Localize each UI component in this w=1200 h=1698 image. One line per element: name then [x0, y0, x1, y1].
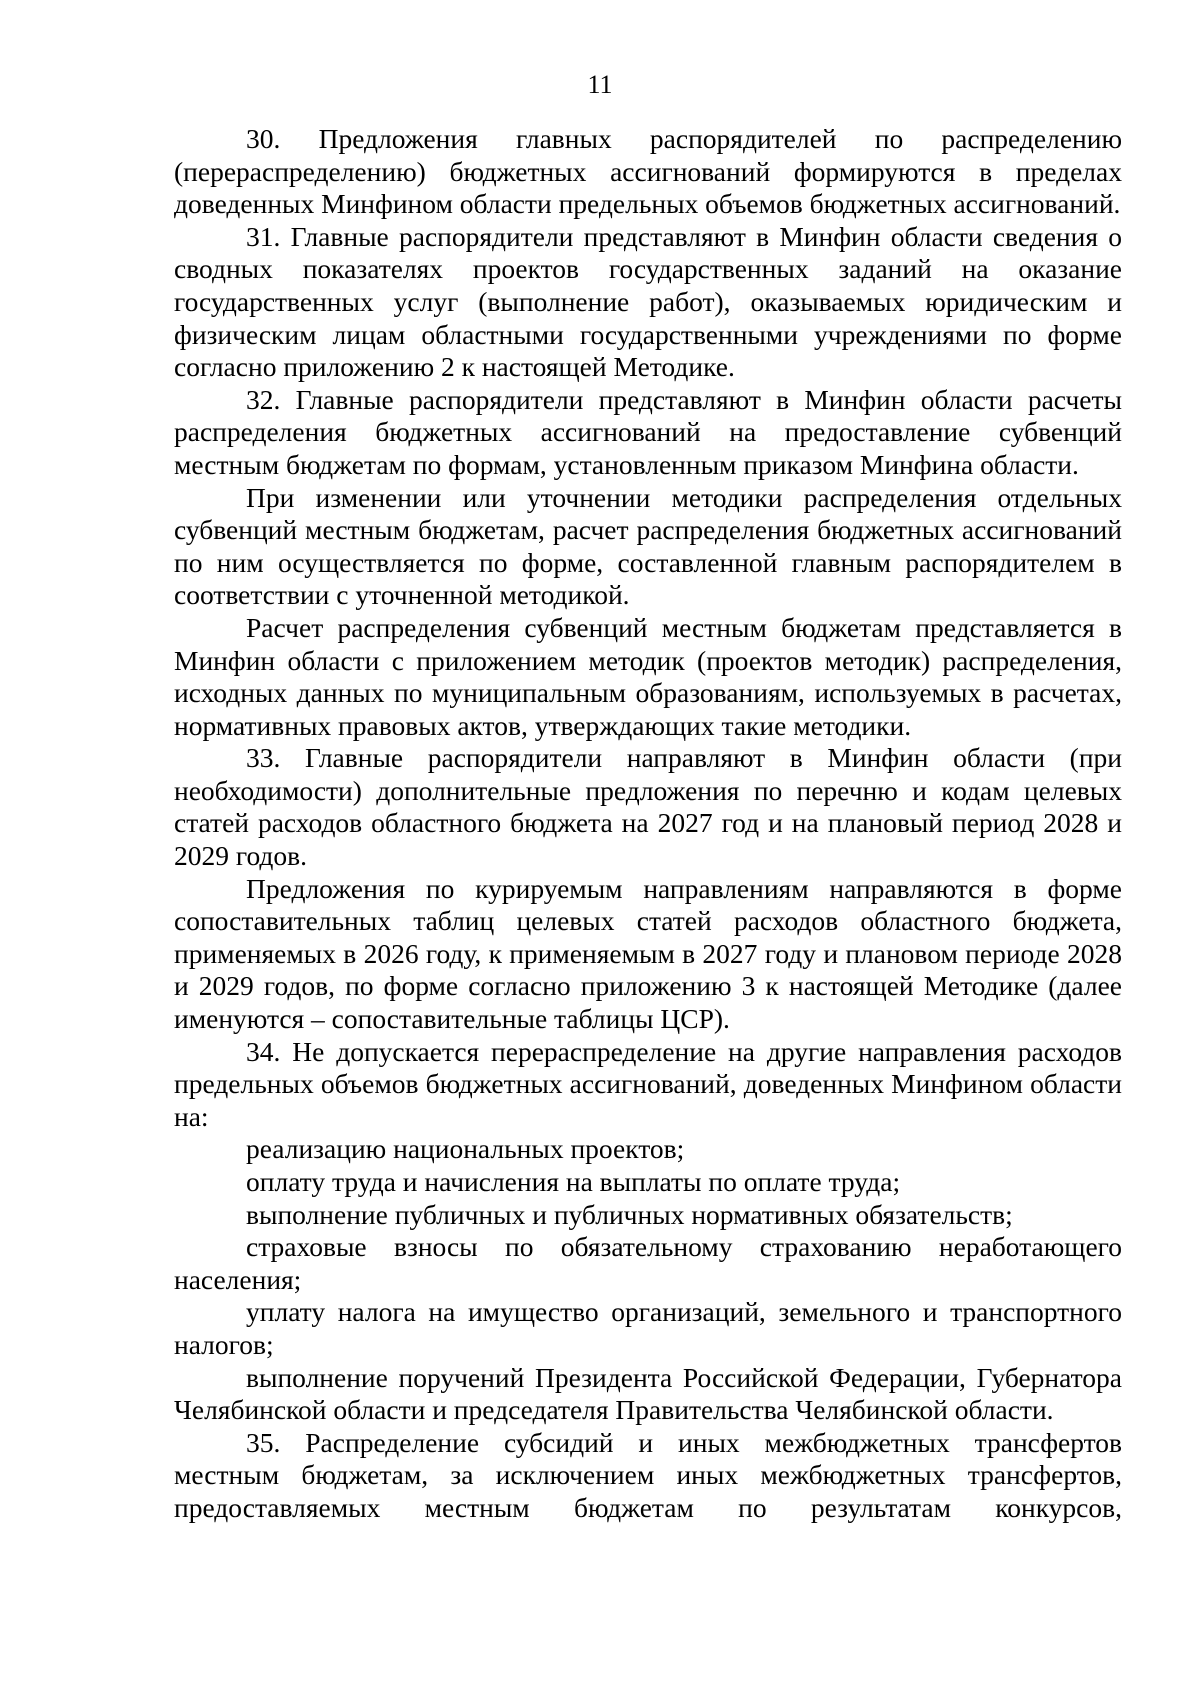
- page-number: 11: [587, 70, 613, 99]
- list-item-property-tax: уплату налога на имущество организаций, земельного и транспортного налогов;: [174, 1296, 1122, 1360]
- list-item-president-orders: выполнение поручений Президента Российской Федерации, Губернатора Челябинской области и председателя Правительства Челябинской области.: [174, 1361, 1122, 1426]
- list-item-labor-pay: оплату труда и начисления на выплаты по оплате труда;: [246, 1166, 901, 1197]
- list-item-public-obligations: выполнение публичных и публичных нормативных обязательств;: [246, 1198, 1013, 1230]
- document-body: [174, 123, 1122, 1525]
- paragraph-34: 34. Не допускается перераспределение на другие направления расходов предельных объемов бюджетных ассигнований, доведенных Минфином области на:: [174, 1035, 1122, 1132]
- list-item-national-projects: реализацию национальных проектов;: [246, 1133, 685, 1165]
- paragraph-30: 30. Предложения главных распорядителей по распределению (перераспределению) бюджетных ассигнований формируются в пределах доведенных Минфином области предельных объемов бюджетных ассигнований.: [174, 123, 1122, 220]
- paragraph-32: 32. Главные распорядители представляют в Минфин области расчеты распределения бюджетных ассигнований на предоставление субвенций местным бюджетам по формам, установленным приказом Минфина области.: [174, 383, 1122, 480]
- paragraph-33: 33. Главные распорядители направляют в Минфин области (при необходимости) дополнительные предложения по перечню и кодам целевых статей расходов областного бюджета на 2027 год и на плановый период 2028 и 2029 годов.: [174, 742, 1122, 872]
- paragraph-33-proposals: Предложения по курируемым направлениям направляются в форме сопоставительных таблиц целевых статей расходов областного бюджета, применяемых в 2026 году, к применяемым в 2027 году и плановом периоде 2028 и 2029 годов, по форме согласно приложению 3 к настоящей Методике (далее именуются – сопоставительные таблицы ЦСР).: [174, 872, 1122, 1035]
- paragraph-31: 31. Главные распорядители представляют в Минфин области сведения о сводных показателях проектов государственных заданий на оказание государственных услуг (выполнение работ), оказываемых юридическим и физическим лицам областными государственными учреждениями по форме согласно приложению 2 к настоящей Методике.: [174, 220, 1122, 383]
- paragraph-32-calculation: Расчет распределения субвенций местным бюджетам представляется в Минфин области с приложением методик (проектов методик) распределения, исходных данных по муниципальным образованиям, используемых в расчетах, нормативных правовых актов, утверждающих такие методики.: [174, 611, 1122, 741]
- paragraph-32-changes: При изменении или уточнении методики распределения отдельных субвенций местным бюджетам, расчет распределения бюджетных ассигнований по ним осуществляется по форме, составленной главным распорядителем в соответствии с уточненной методикой.: [174, 481, 1122, 611]
- list-item-insurance-contributions: страховые взносы по обязательному страхованию неработающего населения;: [174, 1231, 1122, 1295]
- paragraph-35: 35. Распределение субсидий и иных межбюджетных трансфертов местным бюджетам, за исключением иных межбюджетных трансфертов, предоставляемых местным бюджетам по результатам конкурсов,: [174, 1426, 1122, 1523]
